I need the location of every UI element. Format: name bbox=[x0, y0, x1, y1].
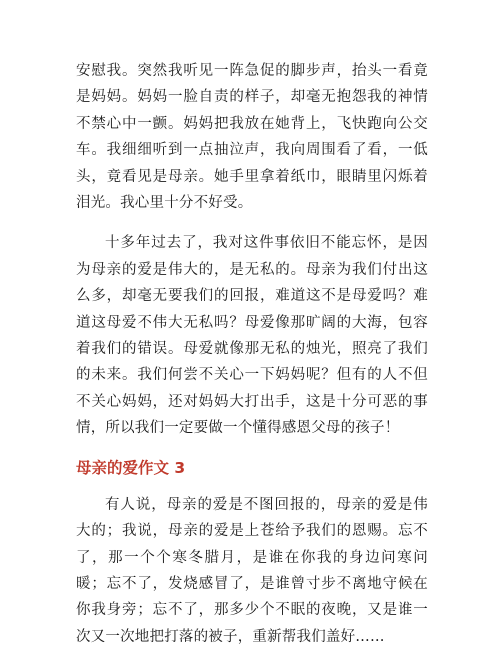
section-title: 母亲的爱作文 3 bbox=[76, 458, 186, 477]
document-page bbox=[76, 58, 428, 650]
paragraph-reflection: 十多年过去了，我对这件事依旧不能忘怀，是因为母亲的爱是伟大的，是无私的。母亲为我们付出这么多，却毫无要我们的回报，难道这不是母爱吗？难道这母爱不伟大无私吗？母爱像那旷阔的大海，包容着我们的错误。母爱就像那无私的烛光，照亮了我们的未来。我们何尝不关心一下妈妈呢？但有的人不但不关心妈妈，还对妈妈大打出手，这是十分可恶的事情，所以我们一定要做一个懂得感恩父母的孩子！ bbox=[76, 235, 428, 437]
paragraph-continuation: 安慰我。突然我听见一阵急促的脚步声，抬头一看竟是妈妈。妈妈一脸自责的样子，却毫无抱怨我的神情不禁心中一颤。妈妈把我放在她背上，飞快跑向公交车。我细细听到一点抽泣声，我向周围看了看，一低头，竟看见是母亲。她手里拿着纸巾，眼睛里闪烁着泪光。我心里十分不好受。 bbox=[76, 63, 428, 212]
paragraph-essay-3-intro: 有人说，母亲的爱是不图回报的，母亲的爱是伟大的；我说，母亲的爱是上苍给予我们的恩赐。忘不了，那一个个寒冬腊月，是谁在你我的身边问寒问暖；忘不了，发烧感冒了，是谁曾寸步不离地守候在你我身旁；忘不了，那多少个不眠的夜晚，又是谁一次又一次地把打落的被子，重新帮我们盖好…… bbox=[76, 496, 428, 645]
